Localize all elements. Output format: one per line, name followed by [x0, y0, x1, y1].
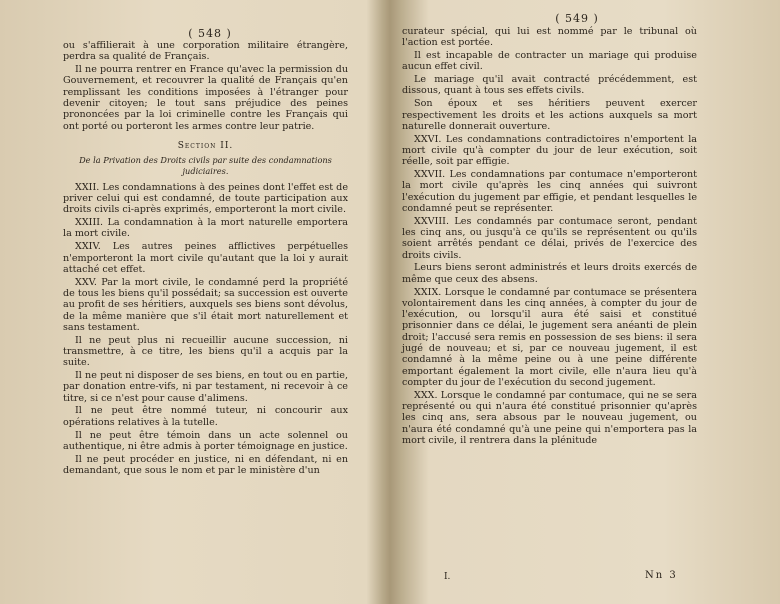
paragraph: XXVI. Les condamnations contradictoires n'emportent la mort civile qu'à compter du jour de leur exécution, soit réelle, soit par effigie. [402, 133, 697, 168]
page-number-right: ( 549 ) [555, 12, 599, 25]
paragraph: XXV. Par la mort civile, le condamné perd la propriété de tous les biens qu'il possédait; sa succession est ouverte au profit de ses héritiers, auxquels ses biens sont dévolus, de la même manière que s'il était mort naturellement et sans testament. [63, 276, 348, 333]
left-page [0, 0, 378, 604]
section-subtitle: De la Privation des Droits civils par suite des condamnations judiciaires. [79, 155, 332, 177]
paragraph: XXIX. Lorsque le condamné par contumace se présentera volontairement dans les cinq années, à compter du jour de l'exécution, ou lorsqu'il aura été saisi et constitué prisonnier dans ce délai, le jugement sera anéanti de plein droit; l'accusé sera remis en possession de ses biens: il sera jugé de nouveau; et si, par ce nouveau jugement, il est condamné à la même peine ou à une peine différente emportant également la mort civile, elle n'aura lieu qu'à compter du jour de l'exécution du second jugement. [402, 286, 697, 388]
section-title: Section II. [177, 140, 234, 151]
paragraph: XXX. Lorsque le condamné par contumace, qui ne se sera représenté ou qui n'aura été constitué prisonnier qu'après les cinq ans, sera absous par le nouveau jugement, ou n'aura été condamné qu'à une peine qui n'emportera pas la mort civile, il rentrera dans la plénitude [402, 389, 697, 446]
paragraph: Leurs biens seront administrés et leurs droits exercés de même que ceux des absens. [402, 262, 697, 285]
paragraph: Son époux et ses héritiers peuvent exercer respectivement les droits et les actions auxquels sa mort naturelle donnerait ouverture. [402, 98, 697, 132]
right-page-text [402, 26, 697, 448]
paragraph: XXIII. La condamnation à la mort naturelle emportera la mort civile. [63, 217, 348, 240]
paragraph: Le mariage qu'il avait contracté précédemment, est dissous, quant à tous ses effets civils. [402, 74, 697, 97]
right-page [392, 0, 780, 604]
left-page-text [63, 40, 348, 478]
paragraph: Il ne peut procéder en justice, ni en défendant, ni en demandant, que sous le nom et par le ministère d'un [63, 453, 348, 476]
paragraph: ou s'affilierait à une corporation militaire étrangère, perdra sa qualité de Français. [63, 40, 348, 63]
paragraph: Il ne peut plus ni recueillir aucune succession, ni transmettre, à ce titre, les biens qu'il a acquis par la suite. [63, 334, 348, 369]
paragraph: curateur spécial, qui lui est nommé par le tribunal où l'action est portée. [402, 26, 697, 49]
paragraph: Il ne peut être nommé tuteur, ni concourir aux opérations relatives à la tutelle. [63, 405, 348, 428]
signature-mark: Nn 3 [645, 570, 678, 581]
paragraph: Il ne pourra rentrer en France qu'avec la permission du Gouvernement, et recouvrer la qualité de Français qu'en remplissant les conditions imposées à l'étranger pour devenir citoyen; le tout sans préjudice des peines prononcées par la loi criminelle contre les Français qui ont porté ou porteront les armes contre leur patrie. [63, 64, 348, 132]
paragraph: Il est incapable de contracter un mariage qui produise aucun effet civil. [402, 50, 697, 73]
page-number-left: ( 548 ) [188, 27, 232, 40]
paragraph: XXIV. Les autres peines afflictives perpétuelles n'emporteront la mort civile qu'autant que la loi y aurait attaché cet effet. [63, 241, 348, 275]
paragraph: Il ne peut ni disposer de ses biens, en tout ou en partie, par donation entre-vifs, ni par testament, ni recevoir à ce titre, si ce n'est pour cause d'alimens. [63, 370, 348, 404]
paragraph: Il ne peut être témoin dans un acte solennel ou authentique, ni être admis à porter témoignage en justice. [63, 429, 348, 452]
paragraph: XXII. Les condamnations à des peines dont l'effet est de priver celui qui est condamné, de toute participation aux droits civils ci-après exprimés, emporteront la mort civile. [63, 181, 348, 216]
bottom-mark: I. [444, 572, 451, 582]
paragraph: XXVII. Les condamnations par contumace n'emporteront la mort civile qu'après les cinq années qui suivront l'exécution du jugement par effigie, et pendant lesquelles le condamné peut se représenter. [402, 169, 697, 214]
paragraph: XXVIII. Les condamnés par contumace seront, pendant les cinq ans, ou jusqu'à ce qu'ils se représentent ou qu'ils soient arrêtés pendant ce délai, privés de l'exercice des droits civils. [402, 215, 697, 261]
